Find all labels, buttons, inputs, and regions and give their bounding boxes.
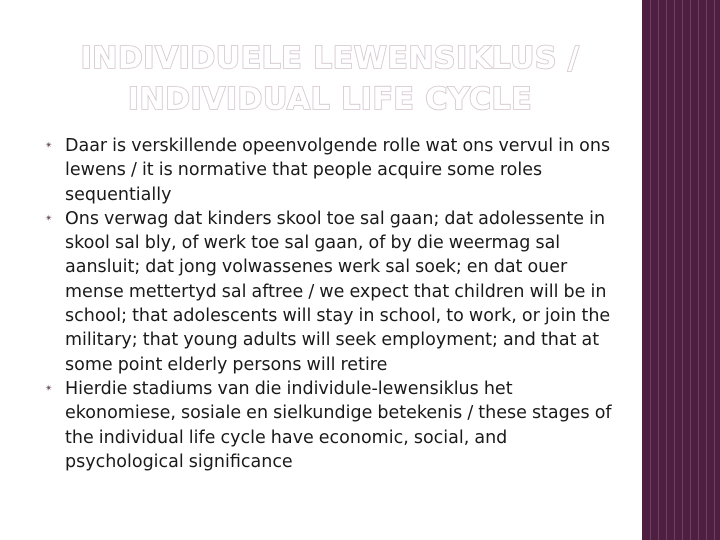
slide-title bbox=[60, 38, 600, 120]
title-line-1: INDIVIDUELE LEWENSIKLUS / bbox=[80, 41, 580, 76]
bullet-text: Daar is verskillende opeenvolgende rolle wat ons vervul in ons lewens / it is normative that people acquire some roles sequentially bbox=[65, 136, 611, 205]
sidebar-stripe bbox=[698, 0, 699, 540]
sidebar-stripe bbox=[690, 0, 691, 540]
bullet-item bbox=[45, 377, 612, 474]
sidebar-stripe bbox=[650, 0, 651, 540]
sidebar-stripe bbox=[682, 0, 683, 540]
asterisk-bullet-icon: ✴ bbox=[45, 213, 53, 224]
title-line-2: INDIVIDUAL LIFE CYCLE bbox=[127, 82, 533, 117]
sidebar-stripe bbox=[674, 0, 675, 540]
sidebar-stripe bbox=[666, 0, 667, 540]
sidebar-stripe bbox=[706, 0, 707, 540]
sidebar-stripe bbox=[658, 0, 659, 540]
bullet-item bbox=[45, 134, 612, 207]
bullet-text: Ons verwag dat kinders skool toe sal gaan; dat adolessente in skool sal bly, of werk toe sal gaan, of by die weermag sal aansluit; dat jong volwassenes werk sal soek; en dat ouer mense mettertyd sal aftree / we expect that children will be in school; that adolescents will stay in school, to work, or join the military; that young adults will seek employment; and that at some point elderly persons will retire bbox=[65, 208, 611, 375]
bullet-text: Hierdie stadiums van die individule-lewensiklus het ekonomiese, sosiale en sielkundige betekenis / these stages of the individual life cycle have economic, social, and psychological significance bbox=[65, 378, 612, 472]
asterisk-bullet-icon: ✴ bbox=[45, 141, 53, 151]
bullet-item bbox=[45, 207, 612, 377]
asterisk-bullet-icon: ✴ bbox=[45, 383, 53, 394]
decorative-sidebar bbox=[642, 0, 720, 540]
sidebar-stripe bbox=[714, 0, 715, 540]
bullet-list bbox=[45, 134, 612, 474]
